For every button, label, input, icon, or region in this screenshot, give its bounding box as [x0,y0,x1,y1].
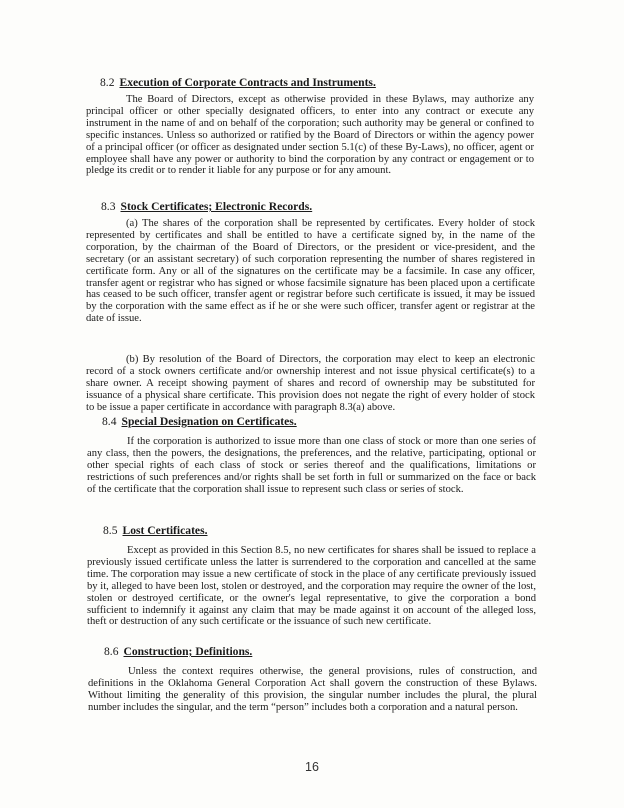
section-heading-8-5 [103,524,208,537]
section-number: 8.2 [100,76,115,89]
section-title: Construction; Definitions. [123,645,253,658]
section-paragraph: Except as provided in this Section 8.5, no new certificates for shares shall be issued to replace a previously issued certificate unless the latter is surrendered to the corporation and cancelled at the same time. The corporation may issue a new certificate of stock in the place of any certificate previously issued by it, alleged to have been lost, stolen or destroyed, and the corporation may require the owner of the lost, stolen or destroyed certificate, or the owner's legal representative, to give the corporation a bond sufficient to indemnify it against any claim that may be made against it on account of the alleged loss, theft or destruction of any such certificate or the issuance of such new certificate. [87,545,536,628]
section-paragraph: If the corporation is authorized to issue more than one class of stock or more than one series of any class, then the powers, the designations, the preferences, and the relative, participating, optional or other special rights of each class of stock or series thereof and the qualifications, limitations or restrictions of such preferences and/or rights shall be set forth in full or summarized on the face or back of the certificate that the corporation shall issue to represent such class or series of stock. [87,436,536,495]
section-heading-8-4 [102,415,297,428]
section-number: 8.3 [101,200,116,213]
section-heading-8-2 [100,76,376,89]
section-title: Stock Certificates; Electronic Records. [120,200,313,213]
section-heading-8-6 [104,645,252,658]
section-number: 8.6 [104,645,119,658]
section-number: 8.5 [103,524,118,537]
section-number: 8.4 [102,415,117,428]
section-paragraph: (a) The shares of the corporation shall be represented by certificates. Every holder of stock represented by certificates and shall be entitled to have a certificate signed by, in the name of the corporation, by the chairman of the Board of Directors, or the president or vice-president, and the secretary (or an assistant secretary) of such corporation representing the number of shares registered in certificate form. Any or all of the signatures on the certificate may be a facsimile. In case any officer, transfer agent or registrar who has signed or whose facsimile signature has been placed upon a certificate has ceased to be such officer, transfer agent or registrar before such certificate is issued, it may be issued by the corporation with the same effect as if he or she were such officer, transfer agent or registrar at the date of issue. [86,218,535,325]
section-paragraph: (b) By resolution of the Board of Directors, the corporation may elect to keep an electronic record of a stock owners certificate and/or ownership interest and not issue physical certificate(s) to a share owner. A receipt showing payment of shares and record of ownership may be substituted for issuance of a physical share certificate. This provision does not negate the right of every holder of stock to be issue a paper certificate in accordance with paragraph 8.3(a) above. [86,354,535,413]
section-title: Execution of Corporate Contracts and Instruments. [119,76,376,89]
section-heading-8-3 [101,200,312,213]
section-title: Special Designation on Certificates. [121,415,297,428]
section-paragraph: Unless the context requires otherwise, the general provisions, rules of construction, and definitions in the Oklahoma General Corporation Act shall govern the construction of these Bylaws. Without limiting the generality of this provision, the singular number includes the plural, the plural number includes the singular, and the term “person” includes both a corporation and a natural person. [88,666,537,713]
section-paragraph: The Board of Directors, except as otherwise provided in these Bylaws, may authorize any principal officer or other specially designated officers, to enter into any contract or execute any instrument in the name of and on behalf of the corporation; such authority may be general or confined to specific instances. Unless so authorized or ratified by the Board of Directors or within the agency power of a principal officer (or officer as designated under section 5.1(c) of these By-Laws), no officer, agent or employee shall have any power or authority to bind the corporation by any contract or engagement or to pledge its credit or to render it liable for any purpose or for any amount. [86,94,534,177]
section-title: Lost Certificates. [122,524,208,537]
page-number: 16 [305,760,319,774]
